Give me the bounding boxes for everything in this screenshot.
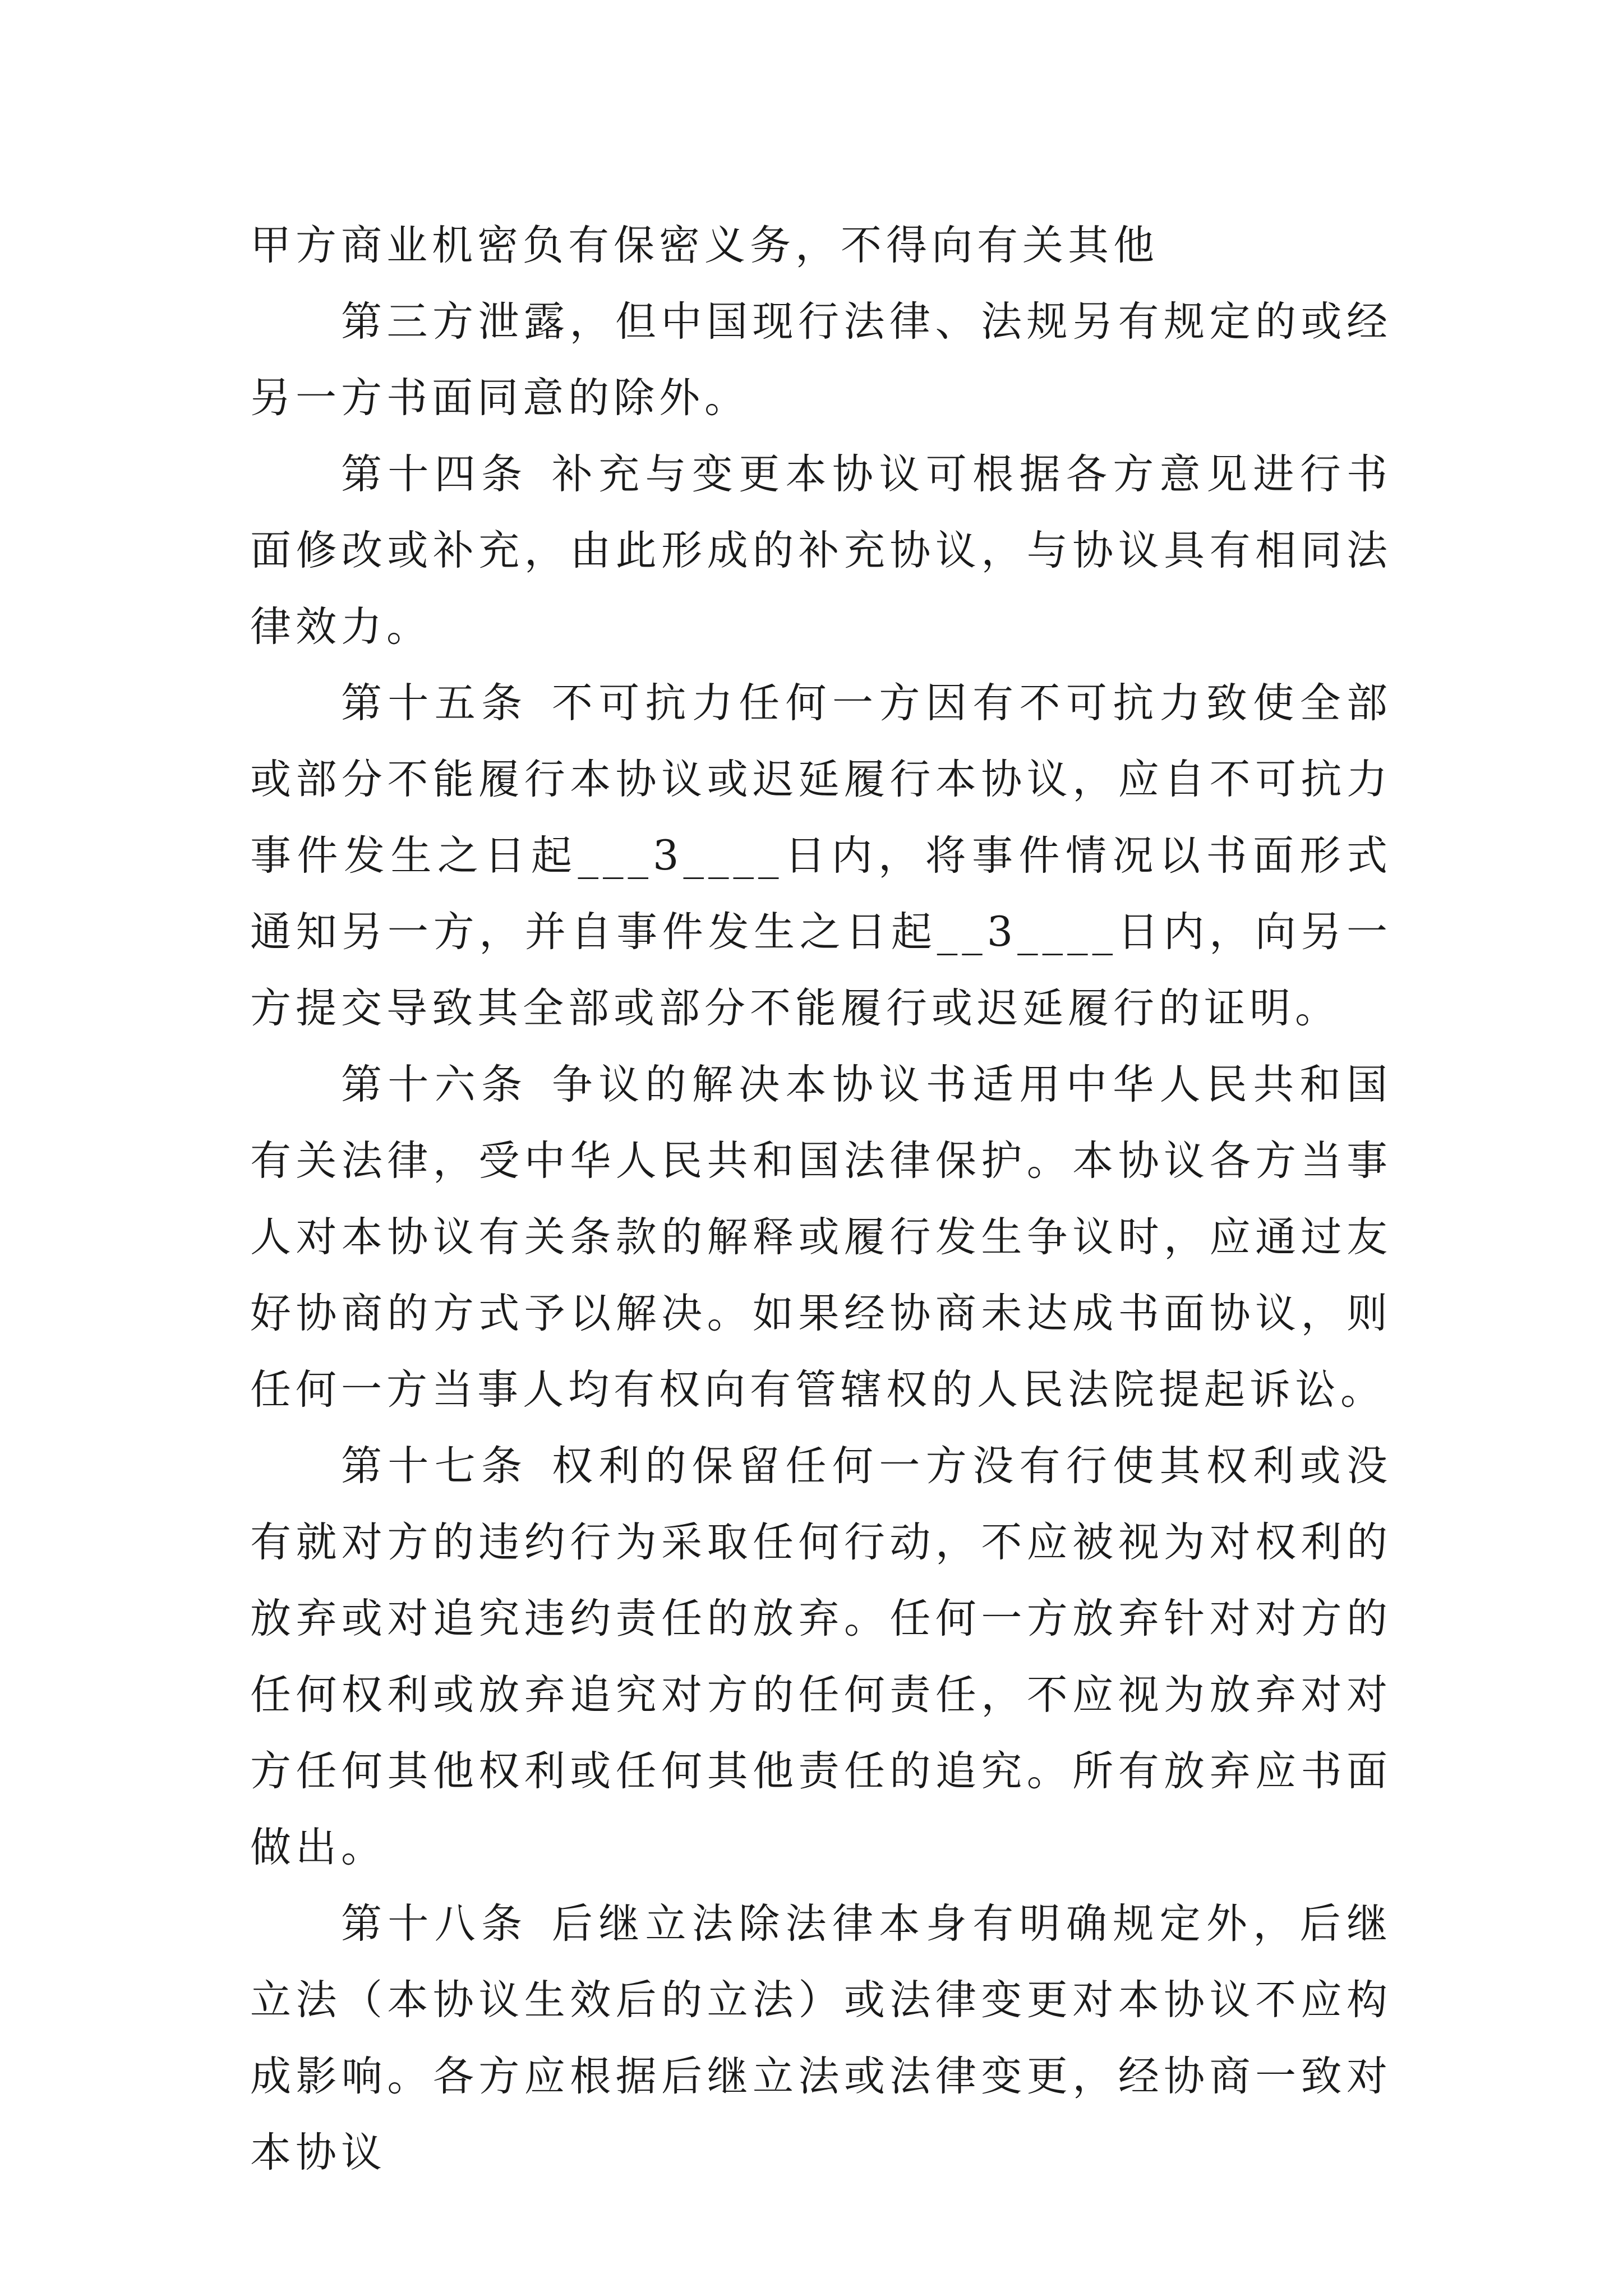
paragraph-text: 甲方商业机密负有保密义务，不得向有关其他	[250, 222, 1159, 269]
article-16	[250, 1047, 1392, 1428]
article-heading: 第十六条	[341, 1061, 528, 1108]
article-14	[250, 436, 1392, 665]
article-text: 争议的解决本协议书适用中华人民共和国有关法律，受中华人民共和国法律保护。本协议各方当事人对本协议有关条款的解释或履行发生争议时，应通过友好协商的方式予以解决。如果经协商未达成书面协议，则任何一方当事人均有权向有管辖权的人民法院提起诉讼。	[250, 1061, 1393, 1414]
article-text: 权利的保留任何一方没有行使其权利或没有就对方的违约行为采取任何行动，不应被视为对权利的放弃或对追究违约责任的放弃。任何一方放弃针对对方的任何权利或放弃追究对方的任何责任，不应视为放弃对对方任何其他权利或任何其他责任的追究。所有放弃应书面做出。	[250, 1442, 1393, 1871]
fill-blank-days-proof: __3____	[937, 908, 1118, 956]
article-heading: 第十五条	[341, 679, 528, 727]
paragraph-text: 第三方泄露，但中国现行法律、法规另有规定的或经另一方书面同意的除外。	[250, 298, 1392, 422]
article-heading: 第十七条	[341, 1442, 528, 1490]
paragraph-third-party	[250, 284, 1392, 436]
article-text-c: 日内，向另一方提交导致其全部或部分不能履行或迟延履行的证明。	[250, 908, 1393, 1032]
paragraph-confidentiality-continued	[250, 208, 1392, 284]
article-15	[250, 665, 1392, 1047]
article-heading: 第十八条	[341, 1900, 528, 1948]
article-text-b: 日内，将事件情况以书面形式通知另一方，并自事件发生之日起	[250, 832, 1393, 956]
article-heading: 第十四条	[341, 450, 528, 498]
article-17	[250, 1428, 1392, 1886]
fill-blank-days-notice: ___3____	[578, 832, 783, 880]
article-text: 补充与变更本协议可根据各方意见进行书面修改或补充，由此形成的补充协议，与协议具有相同法律效力。	[250, 450, 1393, 651]
document-body	[250, 208, 1392, 2191]
article-text: 后继立法除法律本身有明确规定外，后继立法（本协议生效后的立法）或法律变更对本协议不应构成影响。各方应根据后继立法或法律变更，经协商一致对本协议	[250, 1900, 1393, 2177]
article-18	[250, 1886, 1392, 2191]
article-text-a: 不可抗力任何一方因有不可抗力致使全部或部分不能履行本协议或迟延履行本协议，应自不可抗力事件发生之日起	[250, 679, 1393, 880]
